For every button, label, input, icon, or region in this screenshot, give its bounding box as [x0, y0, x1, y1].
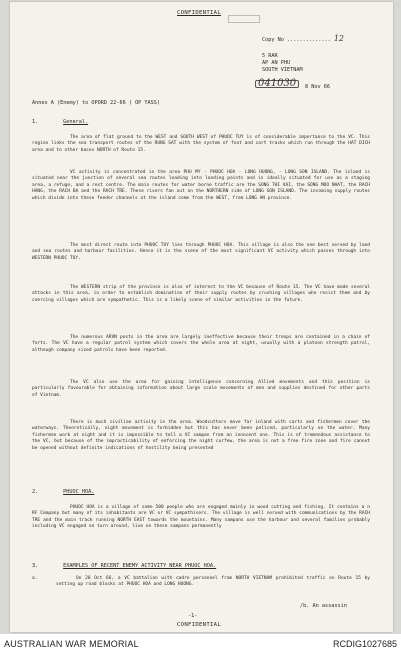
unit-address — [262, 53, 303, 75]
document-date: 8 Nov 66 — [305, 84, 330, 90]
section-title: PHUOC HOA. — [63, 489, 95, 495]
copy-number-handwritten: 12 — [333, 34, 345, 43]
section-number: 2. — [32, 489, 39, 495]
section-number: 1. — [32, 119, 39, 125]
paragraph: The most direct route into PHUOC TUY lies through PHUOC HOA. This village is also the one best served by land and sea routes and harbour facilities. Hence it is the scene of the most significant VC activity which passes through into WESTERN PHUOC TUY. — [32, 243, 370, 261]
annex-title: Annex A (Enemy) to OPORD 22-66 ( OP YASS) — [32, 100, 161, 106]
unit-line: 5 RAR — [262, 53, 278, 59]
continuation-note: /b. An assassin — [300, 603, 347, 609]
section-heading-examples — [32, 563, 216, 569]
example-text: On 28 Oct 66, a VC battalion with cadre personnel from NORTH VIETNAM prohibited traffic on Route 15 by setting up road blocks at PHUOC HOA and LONG HUONG. — [56, 576, 370, 588]
classification-footer: CONFIDENTIAL — [177, 622, 222, 628]
copy-label: Copy No .............. — [262, 37, 331, 43]
page-number: -1- — [188, 613, 198, 619]
example-label: a. — [32, 576, 38, 581]
paragraph: The WESTERN strip of the province is also of interest to the VC because of Route 15. The VC have made several attacks in this area, in order to establish domination of their supply routes by crushing villages who resist them and by coercing villages which are sympathetic. This is a likely scene of similar activities in the future. — [32, 285, 370, 303]
paragraph: The VC also use the area for gaining intelligence concerning Allied movements and this position is particularly favourable for obtaining information about large scale movements of men and supplies destined for other parts of Vietnam. — [32, 380, 370, 398]
paragraph: VC activity is concentrated in the area PHU MY - PHUOC HOA - LONG HUONG, - LONG SON ISLAND. The island is situated near the junction of several sea routes leading into landing points and is ideally situated for use as a staging area, a refuge, and a rest centre. The main routes for water borne traffic are the SONG THI VAI, the SONG MOO NHAT, the RACH HANG, the RACH BA and the RACH TRE. These rivers fan out on the NORTHERN side of LONG SON ISLAND. The incoming supply routes which divide into these feeder channels at the island come from the WEST, from LONG AN province. — [32, 170, 370, 201]
section-heading-general — [32, 119, 88, 125]
unit-line: AP AN PHU — [262, 60, 291, 67]
section-number: 3. — [32, 563, 39, 569]
archive-name: AUSTRALIAN WAR MEMORIAL — [4, 639, 139, 649]
paragraph: The numerous ARVN posts in the area are largely ineffective because their troops are contained in a chain of forts. The VC have a regular patrol system which covers the whole area at night, usually with a platoon strength patrol, although company sized patrols have been reported. — [32, 335, 370, 353]
handwritten-reference: 041030 — [255, 80, 299, 88]
archive-id: RCDIG1027685 — [332, 639, 397, 649]
classification-header: CONFIDENTIAL — [177, 10, 222, 16]
copy-number-line — [262, 36, 344, 43]
section-heading-phuoc-hoa — [32, 489, 94, 495]
section-title: EXAMPLES OF RECENT ENEMY ACTIVITY NEAR PHUOC HOA. — [63, 563, 217, 569]
document-page — [10, 2, 393, 632]
faded-stamp — [228, 15, 260, 23]
paragraph: There is much civilian activity in the area. Woodcutters move far inland with carts and fishermen cover the waterways. Theoretically, night movement is forbidden but this has never been policed, particularly on the water. Many fishermen work at night and it is impossible to tell a VC sampan from an innocent one. This is of tremendous assistance to the VC, but because of the impracticability of enforcing the night curfew, the area is not a free fire zone and fire cannot be opened without definite indications of hostility being presented — [32, 420, 370, 451]
unit-line: SOUTH VIETNAM — [262, 67, 303, 74]
paragraph: PHUOC HOA is a village of some 500 people who are engaged mainly in wood cutting and fishing. It contains a n RF Company but many of its inhabitants are VC or VC sympathisers. The village is well served with communications by the RACH TRE and the main track running NORTH EAST towards the mountains. Many sampans use the harbour and several families probably including VC engaged on turn around, live on these sampans permanently — [32, 505, 370, 530]
section-title: General. — [63, 119, 89, 125]
archive-footer — [0, 634, 401, 654]
paragraph: The area of flat ground to the WEST and SOUTH WEST of PHUOC TUY is of considerable importance to the VC. This region links the sea transport routes of the RUNG SAT with the system of foot and cart tracks which run through the HAT DICH area and to other bases NORTH of Route 15. — [32, 135, 370, 153]
